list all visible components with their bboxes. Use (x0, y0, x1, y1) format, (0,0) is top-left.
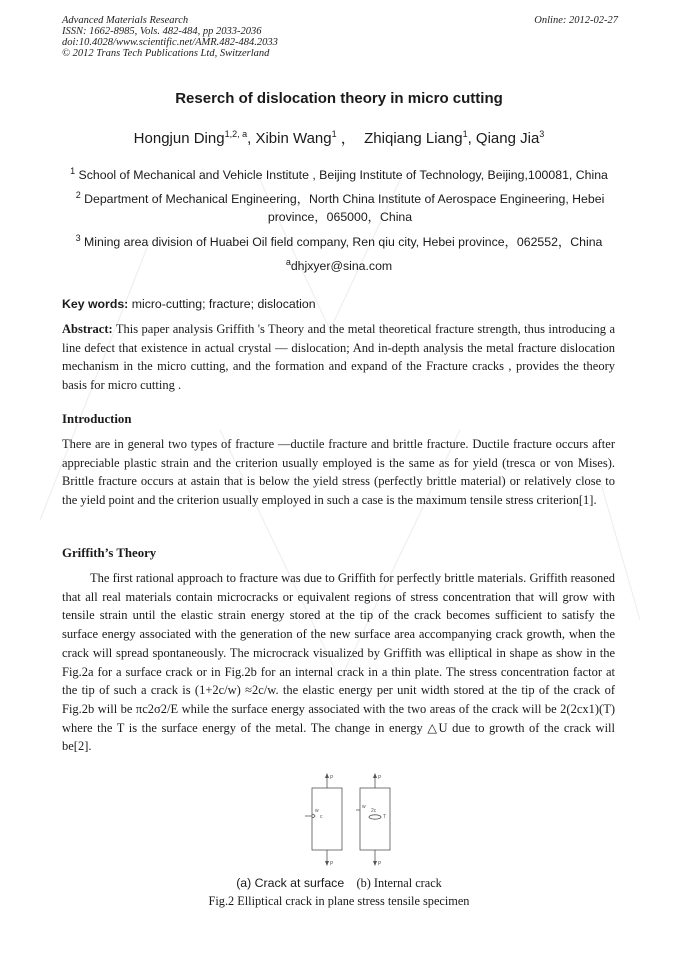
doi-line: doi:10.4028/www.scientific.net/AMR.482-484.2033 (62, 37, 278, 48)
load-label: P (378, 861, 382, 867)
affiliation-1 (62, 166, 616, 184)
thickness-label: T (383, 814, 387, 820)
abstract (62, 320, 615, 395)
width-label: w (362, 804, 366, 810)
load-label: P (330, 861, 334, 867)
width-label: w (315, 808, 319, 814)
subcaption-b: (b) Internal crack (356, 876, 442, 890)
author-sep: , (247, 130, 256, 147)
affiliation-3 (62, 233, 616, 251)
abstract-text: This paper analysis Griffith 's Theory and the metal theoretical fracture strength, thus introducing a line defect that existence in actual crystal — dislocation; And in-depth analysis the metal fracture dislocation mechanism in the micro cutting, and the formation and expand of the Fracture cracks , provides the theory basis for micro cutting . (62, 322, 615, 393)
email-text: dhjxyer@sina.com (290, 259, 393, 273)
section-heading-introduction: Introduction (62, 412, 132, 426)
plate-a (312, 788, 342, 850)
email-sup: a (285, 256, 291, 267)
author-sup: 1,2, a (224, 129, 248, 139)
crack-length-label: c (320, 814, 323, 820)
section-heading-griffith: Griffith’s Theory (62, 546, 157, 560)
author-name: Zhiqiang Liang (364, 130, 463, 147)
load-label: P (330, 775, 334, 781)
author-sup: 3 (539, 129, 545, 139)
keywords (62, 297, 316, 311)
affiliation-num: 1 (70, 165, 76, 176)
affiliation-num: 2 (75, 189, 81, 200)
author-line (0, 127, 678, 148)
author-name: Hongjun Ding (133, 130, 225, 147)
keywords-text: micro-cutting; fracture; dislocation (128, 297, 316, 311)
author-name: Qiang Jia (475, 130, 540, 147)
affiliation-text: Department of Mechanical Engineering，North China Institute of Aerospace Engineering, Hebei province，065000，China (80, 192, 605, 224)
section-text-griffith: The first rational approach to fracture was due to Griffith for perfectly brittle materials. Griffith reasoned that all real materials contain microcracks or equivalent regions of stress concentration that will grow with tensile strain until the elastic strain energy stored at the tip of the crack becomes sufficient to satisfy the surface energy associated with the generation of the new surface area accompanying crack growth, when the crack will spread spontaneously. The microcrack visualized by Griffith was elliptical in shape as show in the Fig.2a for a surface crack or in Fig.2b for an internal crack in a thin plate. The stress concentration factor at the tip of such a crack is (1+2c/w) ≈2c/w. the elastic energy per unit width stored at the tip of the crack of Fig.2b will be πc2σ2/E while the surface energy associated with the two areas of the crack will be 2(2cx1)(T) where the T is the surface energy of the metal. The change in energy △U due to growth of the crack will be[2]. (62, 571, 615, 754)
affiliation-text: School of Mechanical and Vehicle Institute , Beijing Institute of Technology, Beijing,100081, China (75, 168, 608, 182)
figure-2-diagram (296, 772, 416, 867)
online-date: Online: 2012-02-27 (534, 15, 618, 26)
issn-line: ISSN: 1662-8985, Vols. 482-484, pp 2033-2036 (62, 26, 262, 37)
copyright-line: © 2012 Trans Tech Publications Ltd, Switzerland (62, 48, 270, 59)
figure-caption: Fig.2 Elliptical crack in plane stress tensile specimen (208, 894, 470, 908)
email-line (62, 257, 616, 275)
affiliation-2 (70, 190, 610, 226)
surface-crack (312, 814, 315, 818)
abstract-label: Abstract: (62, 322, 113, 336)
paper-title: Reserch of dislocation theory in micro cutting (175, 90, 503, 107)
keywords-label: Key words: (62, 297, 129, 311)
section-text-introduction: There are in general two types of fracture —ductile fracture and brittle fracture. Ductile fracture occurs after appreciable plastic strain and the criterion usually employed is the same as for yield (tresca or von Mises). Brittle fracture occurs at astain that is below the yield stress (perfectly brittle material) or relatively close to the yield point and the criterion usually employed in such a case is the maximum tensile stress criterion[1]. (62, 437, 615, 508)
author-sup: 1 (331, 129, 337, 139)
crack-length-label: 2c (371, 808, 377, 814)
journal-header (62, 15, 278, 59)
affiliation-text: Mining area division of Huabei Oil field company, Ren qiu city, Hebei province，062552，China (80, 235, 603, 249)
author-sep: , (467, 130, 476, 147)
load-label: P (378, 775, 382, 781)
internal-crack (369, 815, 381, 819)
author-sup: 1 (462, 129, 468, 139)
subcaption-a: (a) Crack at surface (236, 876, 345, 890)
affiliation-num: 3 (75, 232, 81, 243)
figure-subcaptions (0, 876, 678, 891)
journal-name: Advanced Materials Research (62, 15, 189, 26)
author-sep: ， (336, 130, 365, 147)
author-name: Xibin Wang (255, 130, 332, 147)
